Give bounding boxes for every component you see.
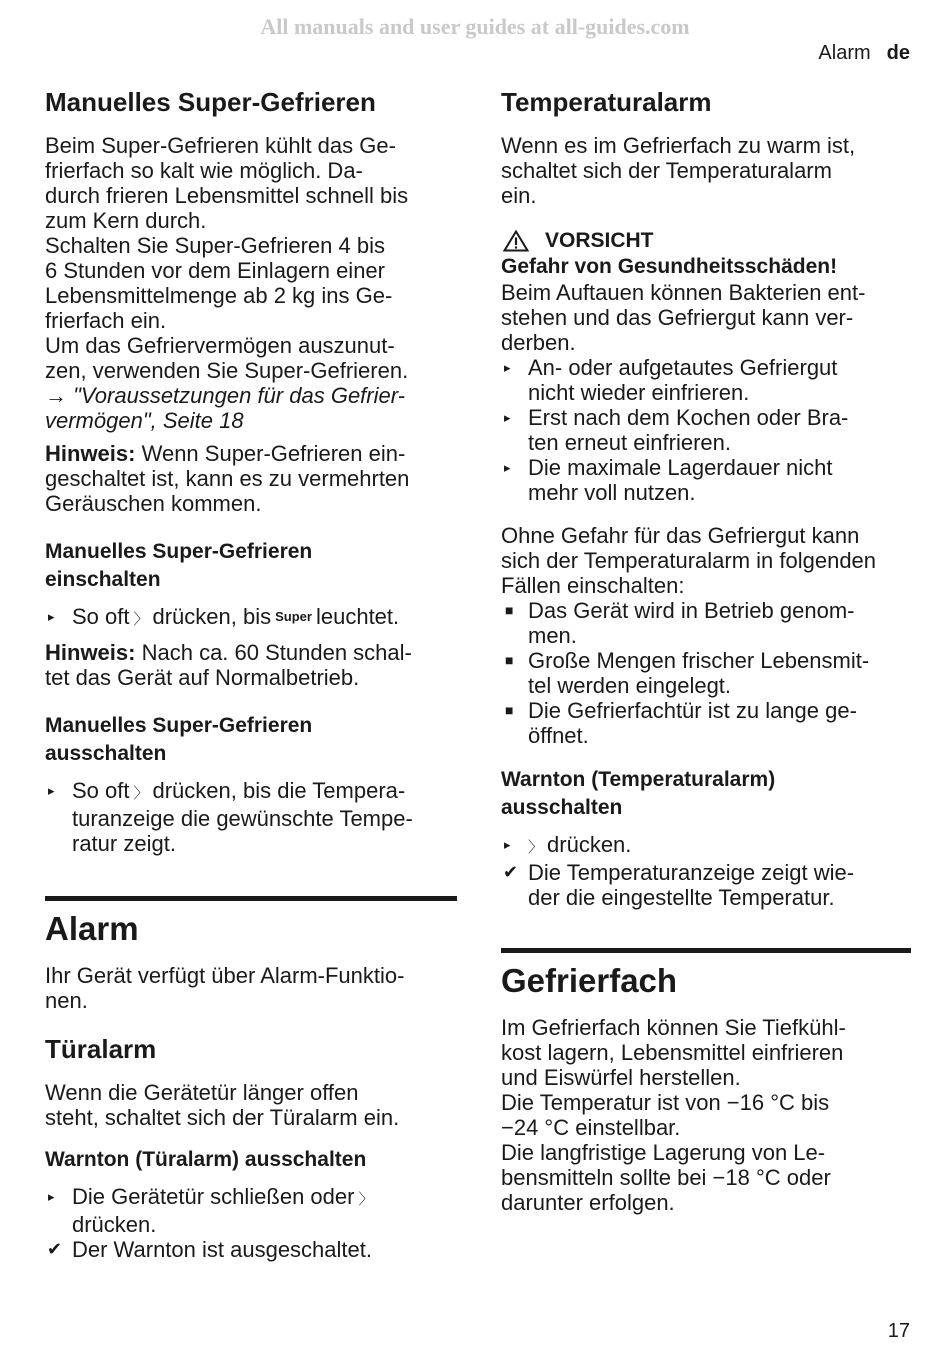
caution-label: VORSICHT — [545, 229, 654, 252]
xref-text: "Voraussetzungen für das Gefrier- — [73, 383, 405, 408]
text-line: zen, verwenden Sie Super-Gefrieren. — [45, 358, 409, 383]
list-item — [501, 598, 911, 648]
triangle-bullet-icon: ▸ — [504, 410, 511, 425]
text-line: tet das Gerät auf Normalbetrieb. — [45, 665, 360, 690]
list-item — [501, 455, 911, 505]
triangle-bullet-icon: ▸ — [48, 609, 55, 624]
super-symbol-icon: Super — [275, 609, 312, 624]
right-column — [501, 86, 911, 1223]
steps-temperature-alarm-off — [501, 832, 911, 910]
heading-super-freeze-on — [45, 538, 457, 594]
text-line: steht, schaltet sich der Türalarm ein. — [45, 1105, 400, 1130]
left-column — [45, 86, 457, 1270]
heading-line: Warnton (Temperaturalarm) — [501, 768, 776, 791]
steps-super-freeze-on — [45, 604, 457, 632]
text-line: nen. — [45, 988, 88, 1013]
item-text: Das Gerät wird in Betrieb genom- — [528, 598, 855, 623]
caution-heading: Gefahr von Gesundheitsschäden! — [501, 255, 838, 278]
text-line: schaltet sich der Temperaturalarm — [501, 158, 832, 183]
result-text: der die eingestellte Temperatur. — [528, 885, 835, 910]
item-text: Große Mengen frischer Lebensmit- — [528, 648, 870, 673]
step-text: drücken. — [72, 1212, 157, 1237]
item-text: mehr voll nutzen. — [528, 480, 696, 505]
square-bullet-icon: ■ — [505, 602, 514, 618]
steps-super-freeze-off — [45, 778, 457, 856]
text-line: derben. — [501, 330, 576, 355]
watermark: All manuals and user guides at all-guides.com — [260, 14, 690, 39]
text-line: 6 Stunden vor dem Einlagern einer — [45, 258, 385, 283]
text-line: Die Temperatur ist von −16 °C bis — [501, 1090, 830, 1115]
text-line: Um das Gefriervermögen auszunut- — [45, 333, 395, 358]
text-line: sich der Temperaturalarm in folgenden — [501, 548, 877, 573]
xref-text: vermögen", Seite 18 — [45, 408, 244, 433]
heading-door-alarm: Türalarm — [45, 1034, 157, 1064]
page-number: 17 — [887, 1320, 910, 1342]
text-line: zum Kern durch. — [45, 208, 207, 233]
arrow-right-icon: → — [45, 383, 67, 408]
heading-super-freeze-off — [45, 712, 457, 768]
heading-line: einschalten — [45, 568, 161, 591]
heading-alarm: Alarm — [45, 896, 457, 949]
text-line: Ihr Gerät verfügt über Alarm-Funktio- — [45, 963, 405, 988]
text-line: ein. — [501, 183, 537, 208]
checkmark-icon: ✔ — [47, 1239, 63, 1259]
text-line: Wenn es im Gefrierfach zu warm ist, — [501, 133, 856, 158]
list-item — [501, 832, 911, 860]
door-alarm-text — [45, 1080, 457, 1130]
text-line: stehen und das Gefriergut kann ver- — [501, 305, 854, 330]
caution-header — [501, 228, 911, 254]
text-line: −24 °C einstellbar. — [501, 1115, 681, 1140]
text-line: Lebensmittelmenge ab 2 kg ins Ge- — [45, 283, 393, 308]
text-line: Nach ca. 60 Stunden schal- — [141, 640, 412, 665]
chevron-right-icon: 〉 — [133, 785, 149, 802]
list-item — [45, 604, 457, 632]
text-line: kost lagern, Lebensmittel einfrieren — [501, 1040, 844, 1065]
text-line: Die langfristige Lagerung von Le- — [501, 1140, 826, 1165]
text-line: Schalten Sie Super-Gefrieren 4 bis — [45, 233, 385, 258]
cross-reference-link[interactable] — [45, 383, 405, 433]
list-item — [45, 778, 457, 856]
heading-freezer: Gefrierfach — [501, 948, 911, 1001]
item-text: tel werden eingelegt. — [528, 673, 732, 698]
heading-line: ausschalten — [45, 742, 167, 765]
step-text: leuchtet. — [315, 604, 400, 629]
text-line: bensmitteln sollte bei −18 °C oder — [501, 1165, 831, 1190]
hint-noise — [45, 441, 457, 516]
header-language: de — [886, 42, 910, 64]
text-line: Ohne Gefahr für das Gefriergut kann — [501, 523, 860, 548]
no-danger-text — [501, 523, 911, 598]
hint-normal-mode — [45, 640, 457, 690]
list-item — [501, 355, 911, 405]
item-text: Erst nach dem Kochen oder Bra- — [528, 405, 849, 430]
step-text: turanzeige die gewünschte Tempe- — [72, 806, 413, 831]
super-freeze-intro — [45, 133, 457, 433]
item-text: men. — [528, 623, 577, 648]
text-line: Geräuschen kommen. — [45, 491, 262, 516]
list-item — [501, 405, 911, 455]
running-header — [818, 42, 910, 65]
item-text: nicht wieder einfrieren. — [528, 380, 750, 405]
triangle-bullet-icon: ▸ — [504, 460, 511, 475]
result-text: Die Temperaturanzeige zeigt wie- — [528, 860, 855, 885]
triangle-bullet-icon: ▸ — [48, 783, 55, 798]
heading-line: Manuelles Super-Gefrieren — [45, 714, 313, 737]
result-text: Der Warnton ist ausgeschaltet. — [72, 1237, 372, 1262]
warning-triangle-icon — [503, 230, 529, 252]
heading-temperature-alarm-off — [501, 766, 911, 822]
text-line: Wenn die Gerätetür länger offen — [45, 1080, 359, 1105]
cases-list — [501, 598, 911, 748]
chevron-right-icon: 〉 — [358, 1191, 374, 1208]
triangle-bullet-icon: ▸ — [48, 1189, 55, 1204]
step-text: Die Gerätetür schließen oder — [72, 1184, 355, 1209]
chevron-right-icon: 〉 — [133, 611, 149, 628]
header-section: Alarm — [818, 42, 871, 64]
heading-line: Manuelles Super-Gefrieren — [45, 540, 313, 563]
caution-list — [501, 355, 911, 505]
triangle-bullet-icon: ▸ — [504, 360, 511, 375]
list-item — [45, 1184, 457, 1237]
freezer-text — [501, 1015, 911, 1215]
steps-door-alarm-off — [45, 1184, 457, 1262]
list-item — [501, 860, 911, 910]
caution-text — [501, 280, 911, 355]
text-line: Im Gefrierfach können Sie Tiefkühl- — [501, 1015, 846, 1040]
text-line: frierfach so kalt wie möglich. Da- — [45, 158, 363, 183]
item-text: ten erneut einfrieren. — [528, 430, 732, 455]
text-line: durch frieren Lebensmittel schnell bis — [45, 183, 409, 208]
step-text: So oft — [72, 778, 130, 803]
text-line: geschaltet ist, kann es zu vermehrten — [45, 466, 410, 491]
square-bullet-icon: ■ — [505, 652, 514, 668]
text-line: Beim Auftauen können Bakterien ent- — [501, 280, 866, 305]
list-item — [501, 698, 911, 748]
checkmark-icon: ✔ — [503, 862, 519, 882]
list-item — [45, 1237, 457, 1262]
step-text: drücken. — [547, 832, 632, 857]
caution-box — [501, 228, 911, 505]
list-item — [501, 648, 911, 698]
hint-label: Hinweis: — [45, 640, 136, 665]
step-text: drücken, bis — [152, 604, 272, 629]
text-line: und Eiswürfel herstellen. — [501, 1065, 741, 1090]
heading-line: ausschalten — [501, 796, 623, 819]
hint-label: Hinweis: — [45, 441, 136, 466]
text-line: frierfach ein. — [45, 308, 167, 333]
heading-door-alarm-off: Warnton (Türalarm) ausschalten — [45, 1148, 367, 1171]
chevron-right-icon: 〉 — [528, 839, 544, 856]
text-line: darunter erfolgen. — [501, 1190, 675, 1215]
heading-temperature-alarm: Temperaturalarm — [501, 87, 712, 117]
text-line: Wenn Super-Gefrieren ein- — [141, 441, 406, 466]
temperature-alarm-text — [501, 133, 911, 208]
item-text: Die Gefrierfachtür ist zu lange ge- — [528, 698, 857, 723]
text-line: Fällen einschalten: — [501, 573, 685, 598]
step-text: So oft — [72, 604, 130, 629]
text-line: Beim Super-Gefrieren kühlt das Ge- — [45, 133, 396, 158]
heading-super-freeze: Manuelles Super-Gefrieren — [45, 87, 376, 117]
square-bullet-icon: ■ — [505, 702, 514, 718]
step-text: ratur zeigt. — [72, 831, 176, 856]
item-text: An- oder aufgetautes Gefriergut — [528, 355, 838, 380]
step-text: drücken, bis die Tempera- — [152, 778, 406, 803]
item-text: Die maximale Lagerdauer nicht — [528, 455, 833, 480]
item-text: öffnet. — [528, 723, 589, 748]
triangle-bullet-icon: ▸ — [504, 837, 511, 852]
alarm-intro — [45, 963, 457, 1013]
